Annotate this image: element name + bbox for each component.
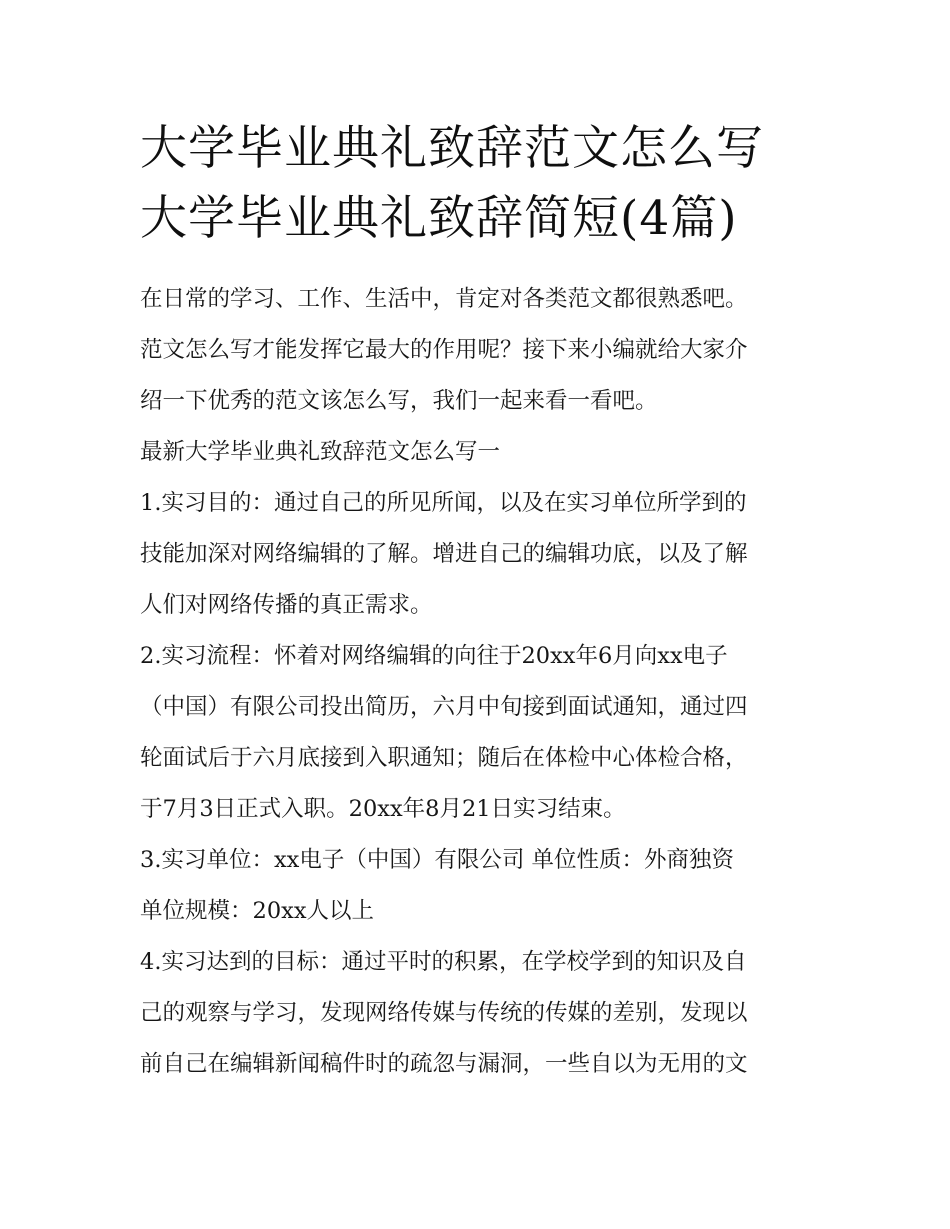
- text-line: 4.实习达到的目标：通过平时的积累，在学校学到的知识及自: [140, 949, 747, 975]
- text-line: 技能加深对网络编辑的了解。增进自己的编辑功底，以及了解: [140, 541, 748, 567]
- section-heading: 最新大学毕业典礼致辞范文怎么写一: [140, 439, 501, 465]
- text-line: （中国）有限公司投出简历，六月中旬接到面试通知，通过四: [140, 694, 748, 720]
- text-line: 于7月3日正式入职。20xx年8月21日实习结束。: [140, 796, 626, 822]
- text-line: 3.实习单位：xx电子（中国）有限公司 单位性质：外商独资: [140, 847, 734, 873]
- text-line: 绍一下优秀的范文该怎么写，我们一起来看一看吧。: [140, 388, 658, 414]
- text-line: 单位规模：20xx人以上: [140, 898, 375, 924]
- text-line: 前自己在编辑新闻稿件时的疏忽与漏洞，一些自以为无用的文: [140, 1051, 748, 1077]
- text-line: 在日常的学习、工作、生活中，肯定对各类范文都很熟悉吧。: [140, 286, 748, 312]
- intro-paragraph: [140, 274, 820, 427]
- list-item-4: [140, 937, 820, 1090]
- text-line: 轮面试后于六月底接到入职通知；随后在体检中心体检合格，: [140, 745, 748, 771]
- text-line: 1.实习目的：通过自己的所见所闻，以及在实习单位所学到的: [140, 490, 747, 516]
- title-line-2: 大学毕业典礼致辞简短(4篇): [140, 191, 738, 246]
- text-line: 2.实习流程：怀着对网络编辑的向往于20xx年6月向xx电子: [140, 643, 728, 669]
- text-line: 人们对网络传播的真正需求。: [140, 592, 433, 618]
- document-body: [140, 274, 820, 1090]
- title-line-1: 大学毕业典礼致辞范文怎么写: [140, 121, 764, 176]
- text-line: 范文怎么写才能发挥它最大的作用呢？接下来小编就给大家介: [140, 337, 748, 363]
- list-item-3: [140, 835, 820, 937]
- document-title: [140, 114, 840, 254]
- list-item-1: [140, 478, 820, 631]
- text-line: 己的观察与学习，发现网络传媒与传统的传媒的差别，发现以: [140, 1000, 748, 1026]
- list-item-2: [140, 631, 820, 835]
